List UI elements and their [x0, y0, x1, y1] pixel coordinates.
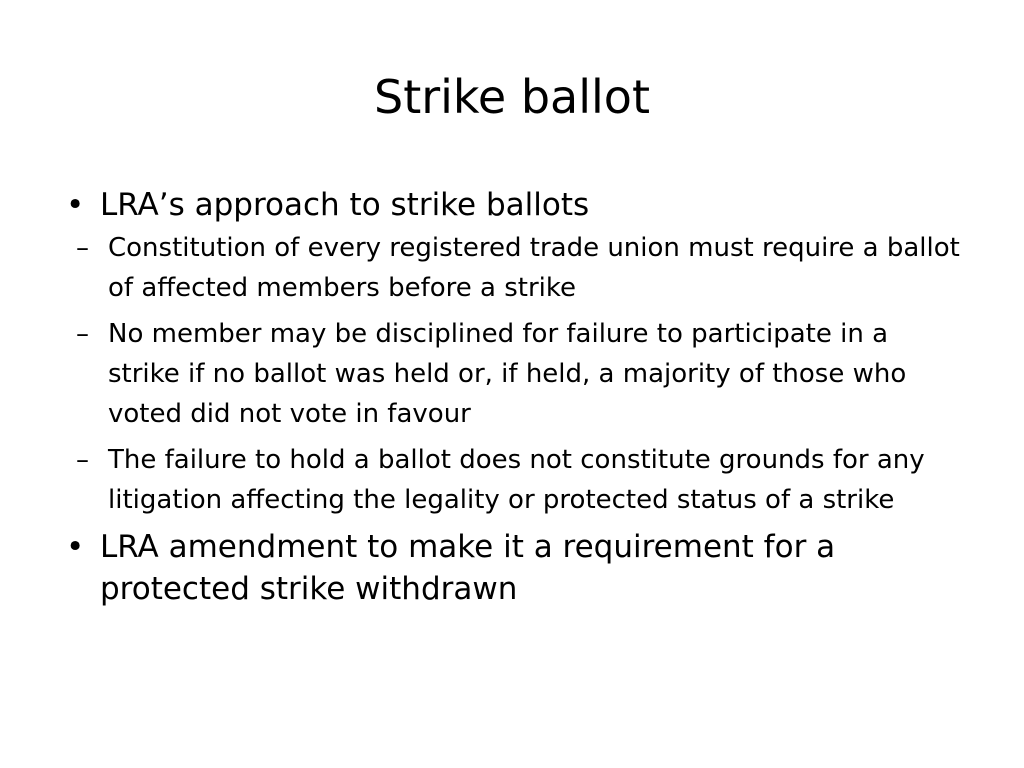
- sub-bullet-item-3: [62, 440, 962, 520]
- bullet-icon: •: [66, 529, 85, 565]
- bullet-item-2: [62, 526, 962, 610]
- sub-bullet-text-3: The failure to hold a ballot does not constitute grounds for any litigation affecting the legality or protected status of a strike: [108, 445, 925, 515]
- slide-body: [62, 184, 962, 612]
- bullet-icon: •: [66, 187, 85, 223]
- dash-icon: –: [76, 319, 89, 349]
- dash-icon: –: [76, 445, 89, 475]
- sub-bullet-list: [62, 228, 962, 520]
- sub-bullet-text-2: No member may be disciplined for failure to participate in a strike if no ballot was held or, if held, a majority of those who voted did not vote in favour: [108, 319, 907, 429]
- bullet-text-2: LRA amendment to make it a requirement for a protected strike withdrawn: [100, 529, 836, 607]
- bullet-item-1: [62, 184, 962, 226]
- sub-bullet-text-1: Constitution of every registered trade union must require a ballot of affected members before a strike: [108, 233, 960, 303]
- slide-title: Strike ballot: [374, 70, 650, 124]
- sub-bullet-item-1: [62, 228, 962, 308]
- dash-icon: –: [76, 233, 89, 263]
- sub-bullet-item-2: [62, 314, 962, 434]
- bullet-text-1: LRA’s approach to strike ballots: [100, 187, 590, 223]
